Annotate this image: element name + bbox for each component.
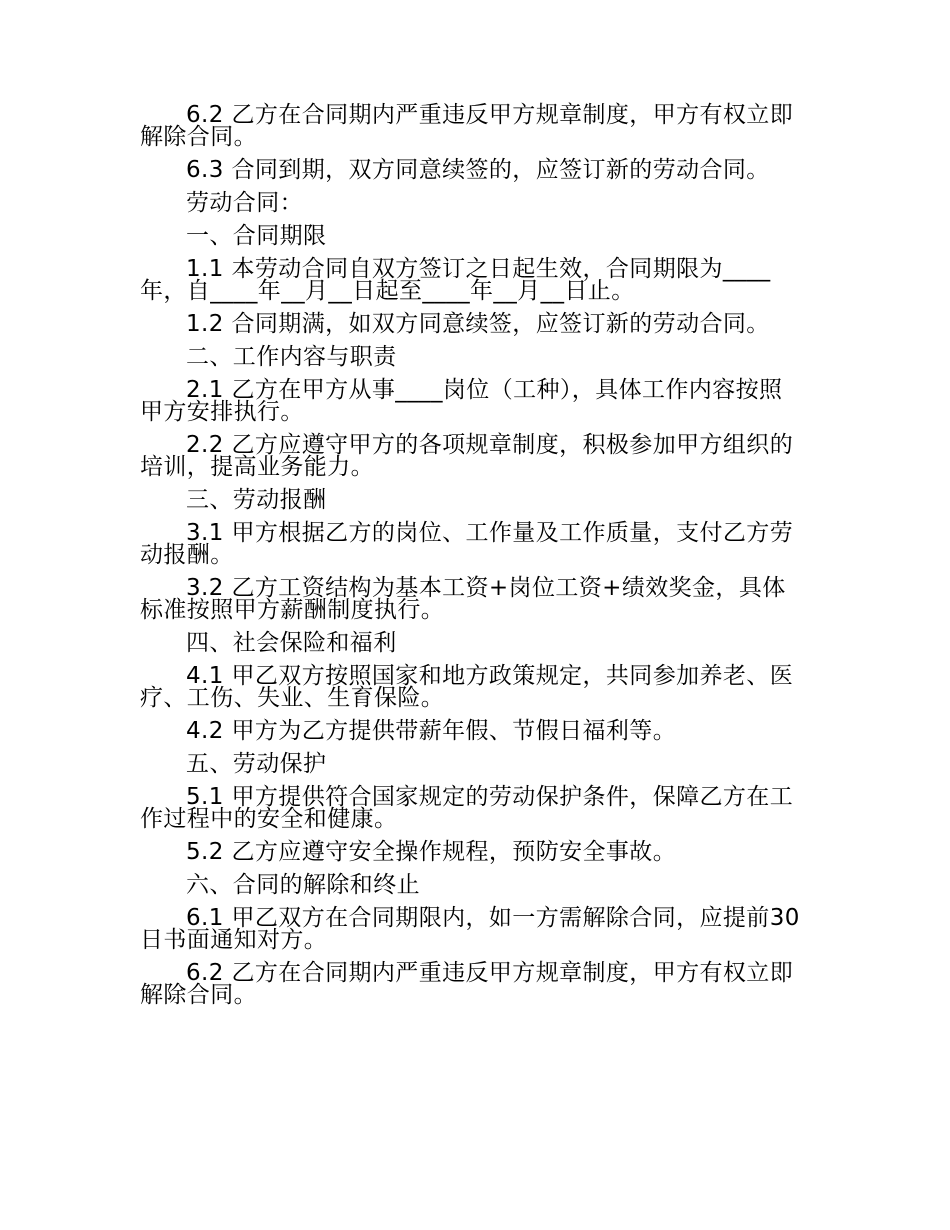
section-heading-duties: 二、工作内容与职责 (186, 344, 397, 370)
section-heading-insurance: 四、社会保险和福利 (186, 630, 397, 656)
clause-5-1: 5.1 甲方提供符合国家规定的劳动保护条件，保障乙方在工作过程中的安全和健康。 (140, 784, 794, 832)
clause-1-1: 1.1 本劳动合同自双方签订之日起生效，合同期限为____年，自____年__月__日起至____年__月__日止。 (140, 256, 771, 304)
clause-6-2: 6.2 乙方在合同期内严重违反甲方规章制度，甲方有权立即解除合同。 (140, 102, 794, 150)
section-heading-termination: 六、合同的解除和终止 (186, 872, 420, 898)
clause-1-2: 1.2 合同期满，如双方同意续签，应签订新的劳动合同。 (186, 311, 770, 337)
section-heading-pay: 三、劳动报酬 (186, 487, 327, 513)
clause-6-3: 6.3 合同到期，双方同意续签的，应签订新的劳动合同。 (186, 157, 770, 183)
clause-3-1: 3.1 甲方根据乙方的岗位、工作量及工作质量，支付乙方劳动报酬。 (140, 520, 794, 568)
section-heading-protection: 五、劳动保护 (186, 751, 327, 777)
document-body (140, 104, 804, 1017)
clause-6-2-repeat: 6.2 乙方在合同期内严重违反甲方规章制度，甲方有权立即解除合同。 (140, 960, 794, 1008)
clause-5-2: 5.2 乙方应遵守安全操作规程，预防安全事故。 (186, 839, 677, 865)
contract-heading: 劳动合同： (186, 190, 303, 216)
clause-6-1: 6.1 甲乙双方在合同期限内，如一方需解除合同，应提前30 日书面通知对方。 (140, 905, 800, 953)
clause-2-1: 2.1 乙方在甲方从事____岗位（工种），具体工作内容按照甲方安排执行。 (140, 377, 783, 425)
section-heading-term: 一、合同期限 (186, 223, 327, 249)
clause-3-2: 3.2 乙方工资结构为基本工资+岗位工资+绩效奖金，具体标准按照甲方薪酬制度执行。 (140, 575, 786, 623)
clause-4-2: 4.2 甲方为乙方提供带薪年假、节假日福利等。 (186, 718, 677, 744)
clause-4-1: 4.1 甲乙双方按照国家和地方政策规定，共同参加养老、医疗、工伤、失业、生育保险。 (140, 663, 794, 711)
clause-2-2: 2.2 乙方应遵守甲方的各项规章制度，积极参加甲方组织的培训，提高业务能力。 (140, 432, 794, 480)
